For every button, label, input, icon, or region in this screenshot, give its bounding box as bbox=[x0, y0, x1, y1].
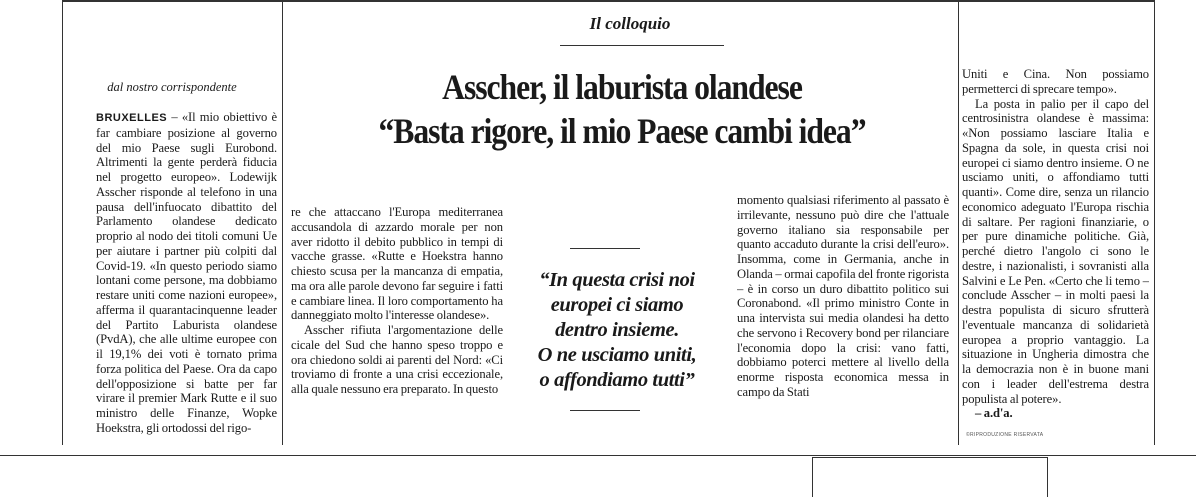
pull-quote bbox=[512, 268, 722, 393]
pull-quote-line-5: o affondiamo tutti” bbox=[539, 369, 695, 391]
kicker: Il colloquio bbox=[589, 14, 671, 33]
column-4-paragraph-2: La posta in palio per il capo del centrosinistra olandese è massima: «Non possiamo lasciare Italia e Spagna da sole, in questa crisi noi europei ci siamo dentro insieme. O ne usciamo uniti, o affondiamo tutti quanti». Come dire, senza un rilancio economico adeguato l'Europa rischia di saltare. Per ragioni finanziarie, o per pure dinamiche politiche. Già, perché dietro l'angolo ci sono le destre, i nazionalisti, i sovranisti alla Salvini e Le Pen. «Certo che li temo – conclude Asscher – in molti paesi la destra populista di sicuro sfrutterà l'eventuale mancanza di solidarietà europea a proprio vantaggio. La situazione in Ungheria dimostra che la democrazia non è in buone mani con i leader dell'estrema destra populista al potere». bbox=[962, 96, 1149, 406]
headline-line-1: Asscher, il laburista olandese bbox=[442, 67, 802, 107]
pull-quote-line-2: europei ci siamo bbox=[550, 294, 684, 316]
top-rule bbox=[62, 0, 1154, 2]
pull-quote-line-4: O ne usciamo uniti, bbox=[537, 344, 697, 366]
left-frame-rule bbox=[62, 0, 63, 445]
bottom-box-top bbox=[812, 457, 1048, 458]
column-2 bbox=[291, 205, 503, 445]
signature: – a.d'a. bbox=[975, 406, 1013, 421]
bottom-box-right bbox=[1047, 457, 1048, 497]
column-4-paragraph-1: Uniti e Cina. Non possiamo permetterci di sprecare tempo». bbox=[962, 67, 1149, 96]
headline-line-2: “Basta rigore, il mio Paese cambi idea” bbox=[378, 111, 866, 151]
pull-quote-top-rule bbox=[570, 248, 640, 249]
column-4 bbox=[962, 67, 1149, 437]
column-1-text: – «Il mio obiettivo è far cambiare posizione al governo del mio Paese sugli Eurobond. Altrimenti la gente perderà fiducia nel progetto europeo». Lodewijk Asscher risponde al telefono in una pausa dell'infuocato dibattito del Parlamento olandese dedicato proprio al nodo dei titoli comuni Ue per aiutare i partner più colpiti dal Covid-19. «In questo periodo siamo lontani come persone, ma dobbiamo restare uniti come nazioni europee», afferma il quarantacinquenne leader del Partito Laburista olandese (PvdA), che alle ultime europee con il 19,1% dei voti è tornato prima forza politica del Paese. Ora da capo dell'opposizione si batte per far virare il premier Mark Rutte e il suo ministro delle Finanze, Wopke Hoekstra, gli ortodossi del rigo- bbox=[96, 110, 277, 435]
column-2-paragraph-2: Asscher rifiuta l'argomentazione delle cicale del Sud che hanno speso troppo e ora chiedono soldi ai parenti del Nord: «Ci troviamo di fronte a una crisi eccezionale, alla quale nessuno era preparato. In questo bbox=[291, 323, 503, 396]
column-divider-1 bbox=[282, 0, 283, 445]
right-frame-rule bbox=[1154, 0, 1155, 445]
column-3 bbox=[737, 193, 949, 445]
copyright: ©RIPRODUZIONE RISERVATA bbox=[966, 432, 1044, 438]
bottom-box-left bbox=[812, 457, 813, 497]
bottom-rule bbox=[0, 455, 1196, 456]
kicker-rule bbox=[560, 45, 724, 46]
column-3-text: momento qualsiasi riferimento al passato è irrilevante, nessuno può dire che l'attuale governo italiano sia responsabile per quanto accaduto durante la crisi dell'euro». Insomma, come in Germania, anche in Olanda – ormai capofila del fronte rigorista – è in corso un duro dibattito politico sui Coronabond. «Il primo ministro Conte in una intervista sui media olandesi ha detto che servono i Recovery bond per rilanciare l'economia dopo la crisi: vano fatti, dobbiamo poterci mettere al livello della enorme risposta economica messa in campo da Stati bbox=[737, 193, 949, 399]
column-divider-2 bbox=[958, 0, 959, 445]
column-1 bbox=[96, 110, 277, 445]
pull-quote-bottom-rule bbox=[570, 410, 640, 411]
dateline: BRUXELLES bbox=[96, 112, 168, 124]
column-2-paragraph-1: re che attaccano l'Europa mediterranea accusandola di azzardo morale per non aver ridotto il debito pubblico in tempi di vacche grasse. «Rutte e Hoekstra hanno chiesto scusa per la mancanza di empatia, ma ora alle parole devono far seguire i fatti e cambiare linea. Il loro comportamento ha danneggiato molto l'interesse olandese». bbox=[291, 205, 503, 323]
pull-quote-line-1: “In questa crisi noi bbox=[539, 269, 695, 291]
pull-quote-line-3: dentro insieme. bbox=[555, 319, 679, 341]
byline: dal nostro corrispondente bbox=[107, 80, 237, 94]
